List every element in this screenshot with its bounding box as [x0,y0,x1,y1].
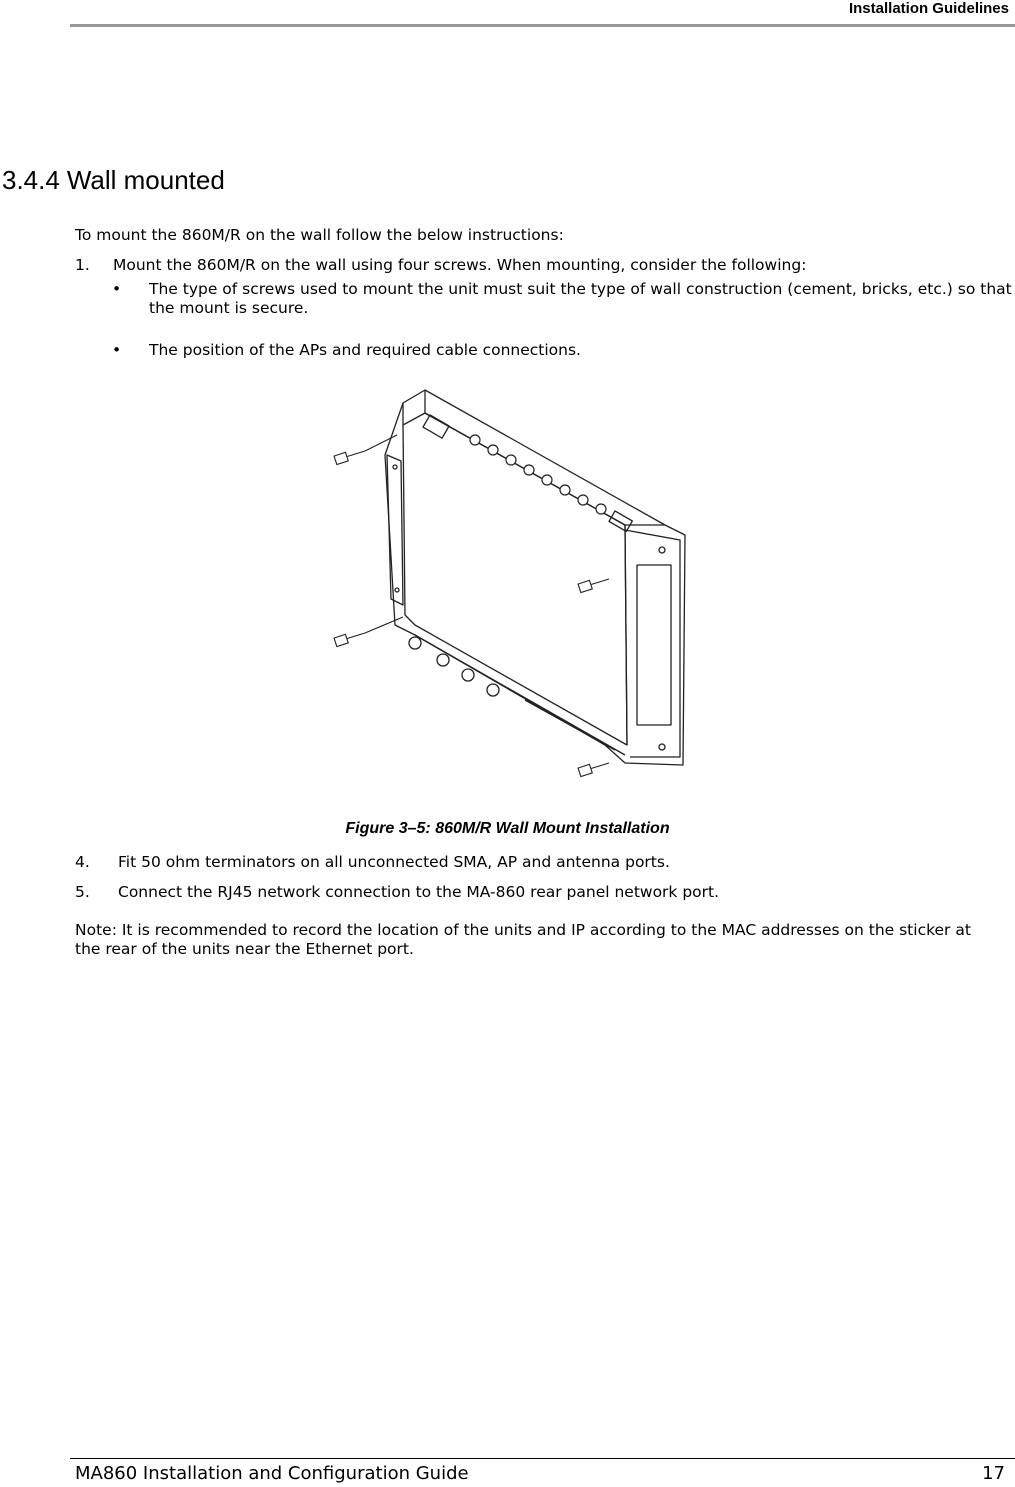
footer-divider [70,1458,1015,1459]
step-1 [75,256,806,275]
step-text: Mount the 860M/R on the wall using four screws. When mounting, consider the following: [113,256,807,274]
step-4 [75,853,670,872]
section-number: 3.4.4 [2,164,60,195]
bullet-symbol: • [112,280,122,298]
footer-guide-title: MA860 Installation and Configuration Guide [75,1463,469,1484]
bullet-text: The position of the APs and required cable connections. [149,341,581,359]
wall-mount-figure [325,385,695,785]
running-header: Installation Guidelines [848,0,1009,17]
step-text: Connect the RJ45 network connection to the MA-860 rear panel network port. [118,883,720,901]
step-5 [75,883,719,902]
bullet-text: The type of screws used to mount the unit must suit the type of wall construction (cement, bricks, etc.) so that the mount is secure. [149,280,1012,317]
step-text: Fit 50 ohm terminators on all unconnected SMA, AP and antenna ports. [118,853,670,871]
step-number: 1. [75,256,90,274]
figure-caption: Figure 3–5: 860M/R Wall Mount Installation [345,820,670,837]
section-title: Wall mounted [66,164,225,195]
intro-paragraph: To mount the 860M/R on the wall follow the below instructions: [75,226,564,244]
step-number: 5. [75,883,90,901]
footer-page-number: 17 [982,1463,1005,1484]
header-divider [70,24,1015,27]
step-number: 4. [75,853,90,871]
section-heading [2,165,225,196]
bullet-symbol: • [112,341,122,359]
note-paragraph: Note: It is recommended to record the location of the units and IP according to the MAC addresses on the sticker at the rear of the units near the Ethernet port. [75,921,971,958]
wall-mount-drawing [325,385,695,785]
